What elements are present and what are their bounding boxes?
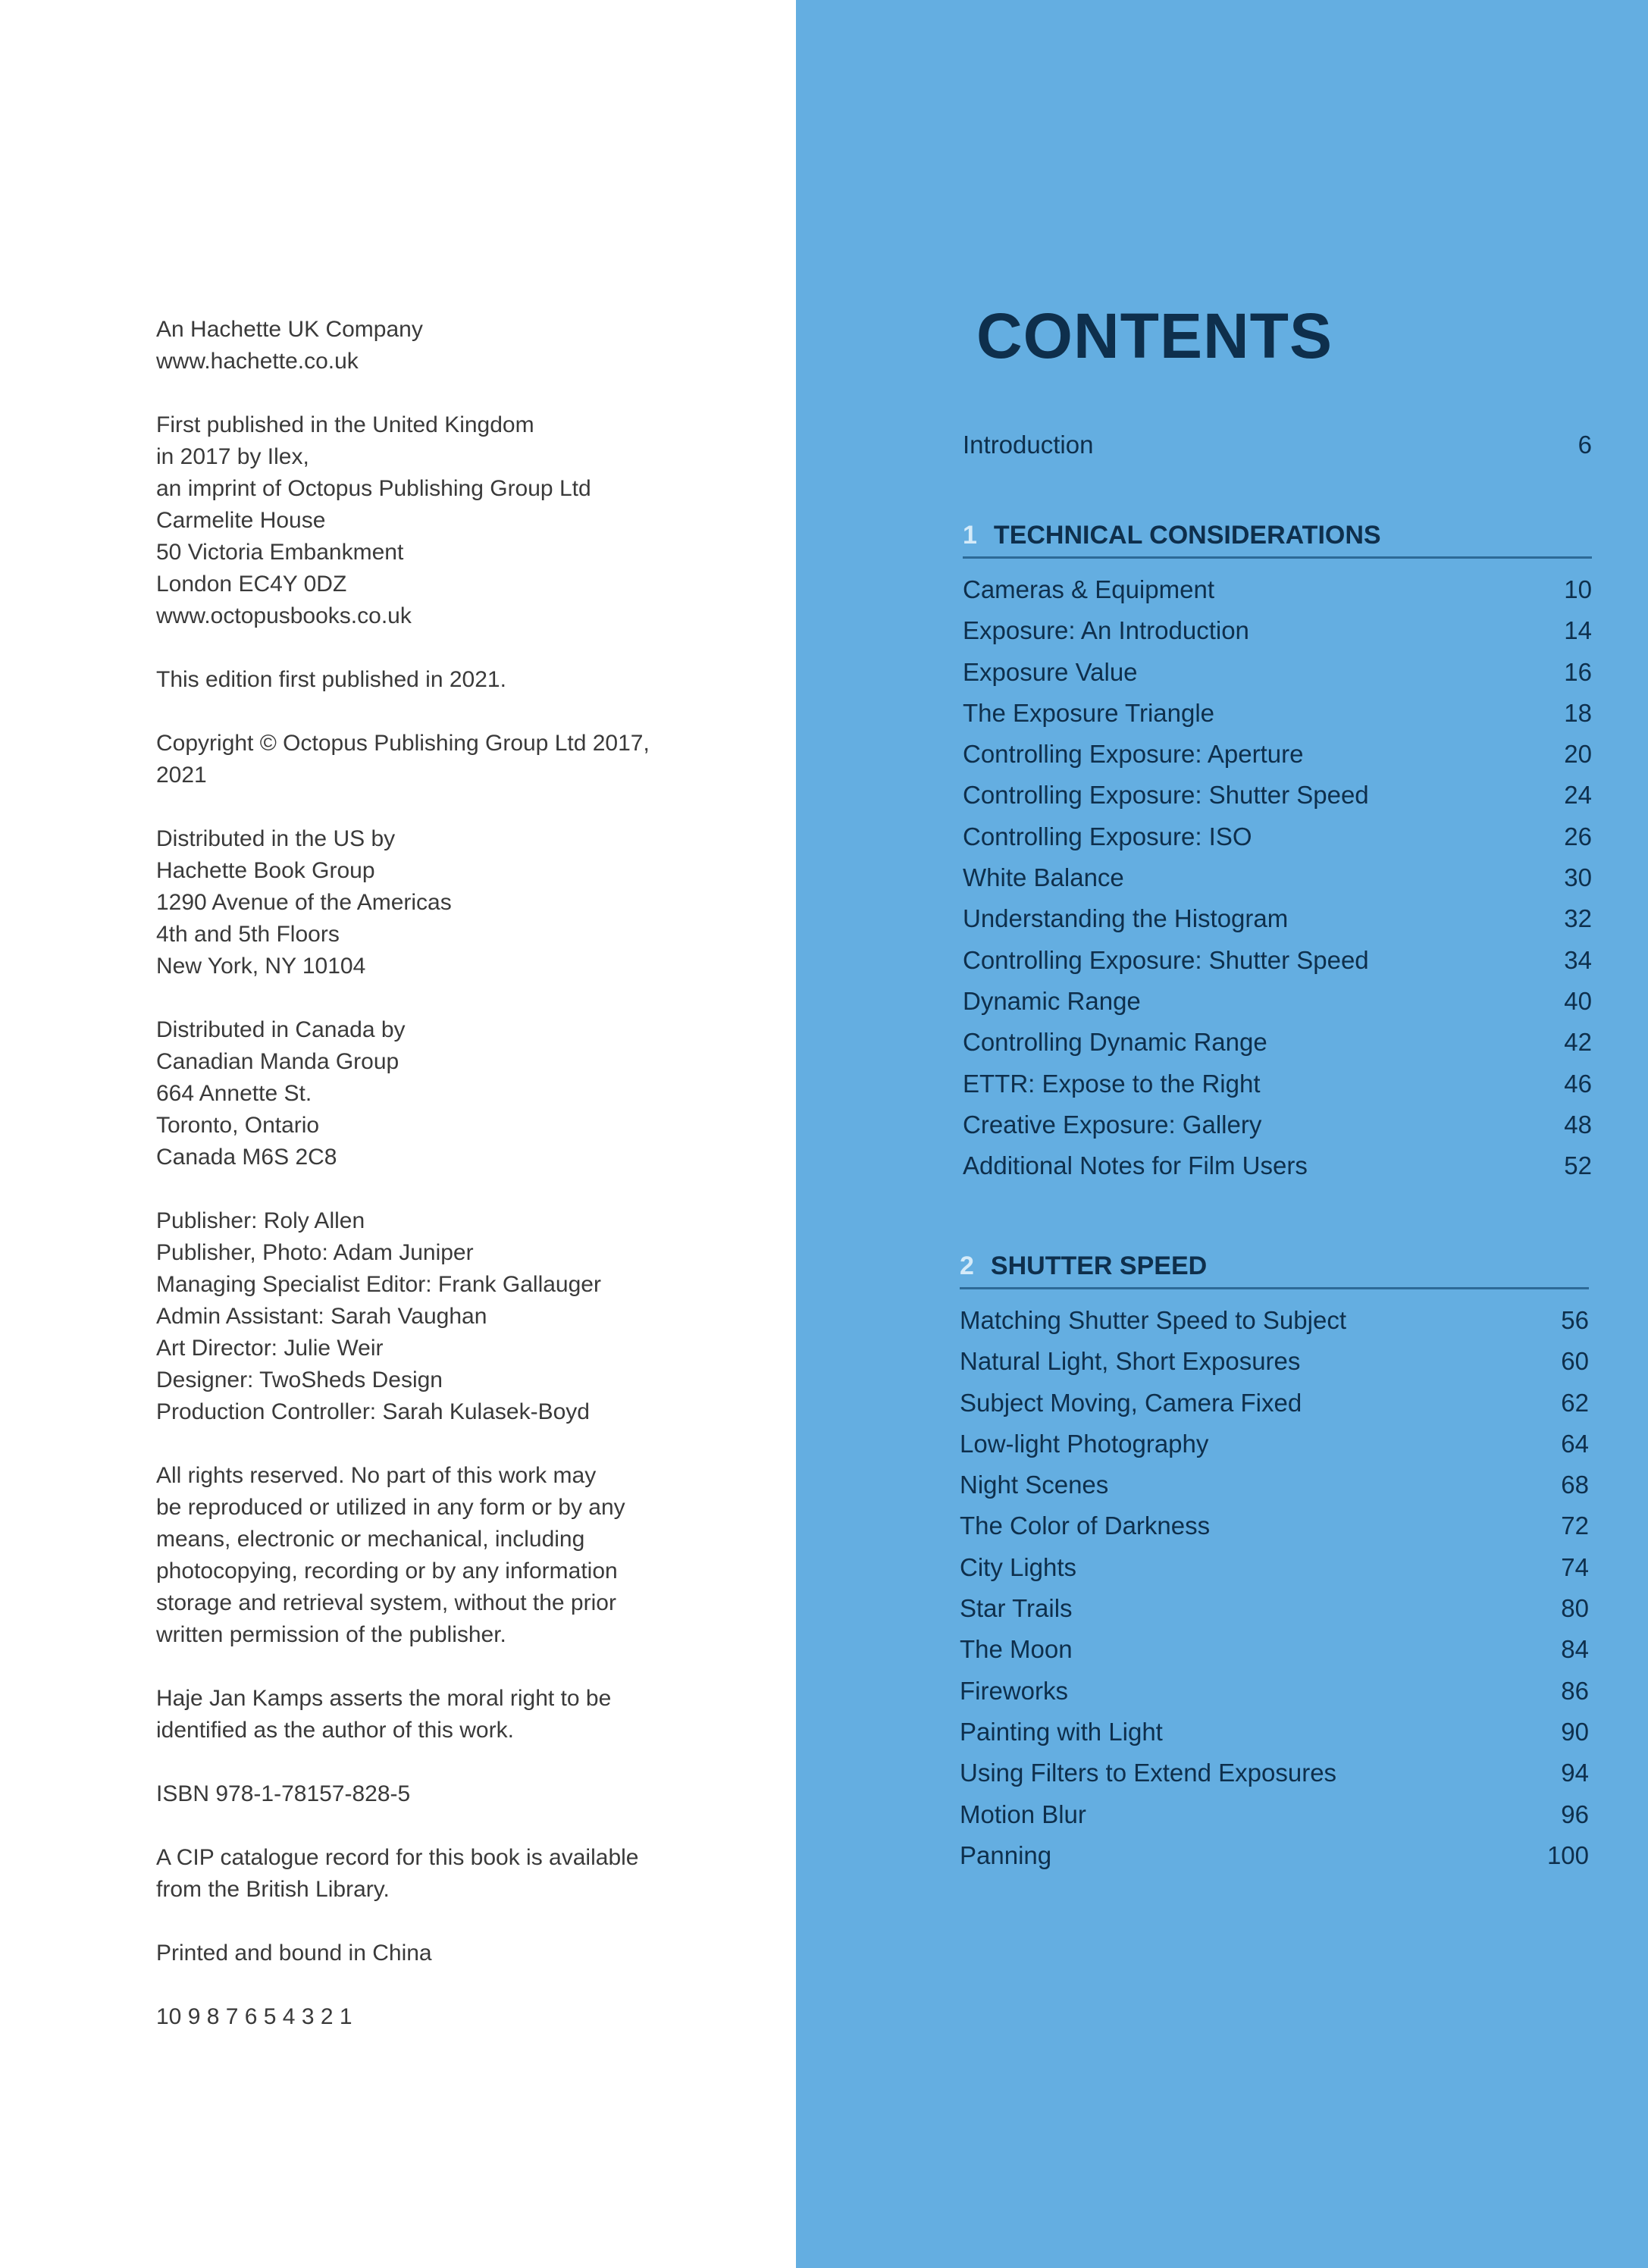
toc-entry-page: 10 [1564, 575, 1592, 603]
toc-entry-label: The Color of Darkness [960, 1511, 1211, 1540]
toc-entry[interactable] [963, 652, 1592, 693]
imprint-line: photocopying, recording or by any information [156, 1558, 618, 1584]
toc-entry-page: 64 [1561, 1429, 1589, 1458]
toc-entry-page: 72 [1561, 1511, 1589, 1540]
toc-entry-label: Star Trails [960, 1594, 1073, 1623]
imprint-line: A CIP catalogue record for this book is available [156, 1845, 639, 1870]
imprint-line: be reproduced or utilized in any form or by any [156, 1495, 625, 1520]
toc-entry[interactable] [963, 857, 1592, 898]
imprint-line: Publisher: Roly Allen [156, 1208, 365, 1233]
section-heading [960, 1245, 1589, 1289]
toc-entry[interactable] [960, 1300, 1589, 1341]
toc-entry[interactable] [963, 693, 1592, 734]
imprint-paragraph [156, 409, 732, 632]
imprint-paragraph [156, 664, 732, 696]
imprint-line: London EC4Y 0DZ [156, 572, 347, 597]
toc-entry[interactable] [963, 816, 1592, 857]
toc-entry[interactable] [960, 1464, 1589, 1505]
toc-entry-label: Controlling Exposure: Shutter Speed [963, 781, 1369, 810]
toc-entry-label: City Lights [960, 1552, 1077, 1581]
imprint-line: Canada M6S 2C8 [156, 1145, 337, 1170]
imprint-line: Admin Assistant: Sarah Vaughan [156, 1304, 487, 1329]
toc-entry[interactable] [960, 1794, 1589, 1835]
toc-entry-page: 18 [1564, 698, 1592, 727]
imprint-line: Designer: TwoSheds Design [156, 1367, 443, 1392]
imprint-line: This edition first published in 2021. [156, 667, 506, 692]
toc-entry[interactable] [963, 981, 1592, 1022]
imprint-line: Copyright © Octopus Publishing Group Ltd 2017, [156, 731, 650, 756]
toc-entry-label: Introduction [963, 431, 1094, 459]
toc-entry-label: Additional Notes for Film Users [963, 1151, 1308, 1180]
imprint-line: Canadian Manda Group [156, 1049, 399, 1074]
imprint-paragraph [156, 1683, 732, 1746]
imprint-line: storage and retrieval system, without the prior [156, 1590, 616, 1615]
toc-entry-page: 6 [1578, 431, 1592, 459]
section-title: SHUTTER SPEED [990, 1251, 1208, 1280]
toc-entry-page: 34 [1564, 945, 1592, 974]
imprint-line: an imprint of Octopus Publishing Group Ltd [156, 476, 591, 501]
imprint-line: First published in the United Kingdom [156, 412, 534, 437]
imprint-line: An Hachette UK Company [156, 317, 423, 342]
toc-entry-page: 16 [1564, 657, 1592, 686]
toc-entry-page: 14 [1564, 616, 1592, 645]
imprint-paragraph [156, 2001, 732, 2033]
imprint-paragraph [156, 823, 732, 982]
toc-entry-label: Painting with Light [960, 1717, 1163, 1746]
imprint-line: 2021 [156, 763, 207, 788]
toc-entry-label: Controlling Exposure: ISO [963, 822, 1252, 850]
imprint-line: Hachette Book Group [156, 858, 375, 883]
toc-entry-label: Matching Shutter Speed to Subject [960, 1306, 1346, 1334]
toc-entry[interactable] [960, 1753, 1589, 1793]
toc-entry[interactable] [963, 1104, 1592, 1145]
toc-entry-page: 56 [1561, 1306, 1589, 1334]
imprint-paragraph [156, 1014, 732, 1173]
imprint-line: 1290 Avenue of the Americas [156, 890, 452, 915]
toc-entry-label: White Balance [963, 863, 1124, 892]
toc-entry[interactable] [963, 1145, 1592, 1186]
toc-entry-page: 86 [1561, 1676, 1589, 1705]
toc-entry[interactable] [963, 424, 1592, 465]
imprint-line: Managing Specialist Editor: Frank Gallauger [156, 1272, 601, 1297]
section-heading [963, 514, 1592, 559]
toc-entry-label: Cameras & Equipment [963, 575, 1214, 603]
toc-entry-label: Motion Blur [960, 1800, 1086, 1828]
toc-entry-label: Using Filters to Extend Exposures [960, 1759, 1337, 1787]
imprint-line: Printed and bound in China [156, 1941, 432, 1966]
imprint-paragraph [156, 314, 732, 377]
toc-entry[interactable] [960, 1712, 1589, 1753]
imprint-line: www.octopusbooks.co.uk [156, 603, 412, 628]
toc-entry-label: Understanding the Histogram [963, 904, 1289, 933]
imprint-line: Haje Jan Kamps asserts the moral right to be [156, 1686, 612, 1711]
toc-entry-label: Exposure: An Introduction [963, 616, 1249, 645]
toc-entry-label: Low-light Photography [960, 1429, 1209, 1458]
toc-entry[interactable] [963, 1022, 1592, 1063]
imprint-line: in 2017 by Ilex, [156, 444, 309, 469]
imprint-line: New York, NY 10104 [156, 954, 366, 979]
toc-entry-label: Controlling Exposure: Aperture [963, 740, 1304, 769]
toc-entry-page: 68 [1561, 1471, 1589, 1499]
toc-entry-label: Creative Exposure: Gallery [963, 1110, 1262, 1139]
toc-entry[interactable] [963, 569, 1592, 610]
toc-entry-page: 32 [1564, 904, 1592, 933]
toc-entry-page: 96 [1561, 1800, 1589, 1828]
imprint-line: All rights reserved. No part of this work may [156, 1463, 597, 1488]
imprint-paragraph [156, 1778, 732, 1810]
imprint-line: 10 9 8 7 6 5 4 3 2 1 [156, 2004, 352, 2029]
imprint-line: means, electronic or mechanical, including [156, 1527, 585, 1552]
toc-entry[interactable] [963, 898, 1592, 939]
imprint-paragraph [156, 1205, 732, 1428]
toc-section-2 [960, 1245, 1589, 1876]
toc-entry-page: 20 [1564, 740, 1592, 769]
section-title: TECHNICAL CONSIDERATIONS [993, 521, 1381, 550]
toc-entry[interactable] [963, 940, 1592, 981]
toc-entry-page: 52 [1564, 1151, 1592, 1180]
toc-entry[interactable] [960, 1383, 1589, 1424]
toc-entry-label: Exposure Value [963, 657, 1138, 686]
imprint-line: identified as the author of this work. [156, 1718, 514, 1743]
toc-intro [963, 424, 1592, 465]
toc-entry-label: Fireworks [960, 1676, 1069, 1705]
toc-entry-page: 46 [1564, 1069, 1592, 1098]
imprint-paragraph [156, 1460, 732, 1651]
section-number: 1 [963, 521, 977, 550]
imprint-line: Distributed in Canada by [156, 1017, 406, 1042]
imprint-line: Carmelite House [156, 508, 326, 533]
toc-entry-page: 24 [1564, 781, 1592, 810]
toc-entry-page: 26 [1564, 822, 1592, 850]
toc-entry[interactable] [963, 1064, 1592, 1104]
toc-entry[interactable] [963, 734, 1592, 775]
imprint-line: from the British Library. [156, 1877, 390, 1902]
imprint-line: Toronto, Ontario [156, 1113, 320, 1138]
toc-entry-label: Controlling Exposure: Shutter Speed [963, 945, 1369, 974]
toc-entry-label: The Moon [960, 1635, 1073, 1664]
imprint-line: www.hachette.co.uk [156, 349, 359, 374]
toc-entry[interactable] [960, 1424, 1589, 1464]
toc-entry-page: 90 [1561, 1717, 1589, 1746]
toc-entry-label: Controlling Dynamic Range [963, 1028, 1267, 1057]
toc-entry-page: 94 [1561, 1759, 1589, 1787]
toc-entry[interactable] [960, 1835, 1589, 1876]
toc-entry-page: 62 [1561, 1388, 1589, 1417]
toc-entry[interactable] [963, 775, 1592, 816]
toc-entry-page: 48 [1564, 1110, 1592, 1139]
imprint-line: 4th and 5th Floors [156, 922, 340, 947]
toc-entry-label: Panning [960, 1840, 1052, 1869]
toc-entry-page: 40 [1564, 986, 1592, 1015]
imprint-paragraph [156, 728, 732, 791]
toc-entry-page: 60 [1561, 1347, 1589, 1376]
toc-entry-page: 80 [1561, 1594, 1589, 1623]
toc-entry[interactable] [960, 1341, 1589, 1382]
imprint-line: Production Controller: Sarah Kulasek-Boyd [156, 1399, 590, 1424]
toc-entry-page: 74 [1561, 1552, 1589, 1581]
imprint-line: written permission of the publisher. [156, 1622, 506, 1647]
toc-entry-page: 30 [1564, 863, 1592, 892]
toc-entry[interactable] [960, 1505, 1589, 1546]
imprint-line: ISBN 978-1-78157-828-5 [156, 1781, 411, 1806]
imprint-line: 50 Victoria Embankment [156, 540, 404, 565]
imprint-page [156, 314, 732, 2065]
toc-entry[interactable] [960, 1588, 1589, 1629]
toc-entry-label: Dynamic Range [963, 986, 1141, 1015]
toc-entry-label: The Exposure Triangle [963, 698, 1215, 727]
toc-entry[interactable] [960, 1629, 1589, 1670]
toc-entry[interactable] [963, 610, 1592, 651]
contents-title: CONTENTS [976, 300, 1333, 371]
toc-entry-page: 84 [1561, 1635, 1589, 1664]
section-number: 2 [960, 1251, 974, 1280]
imprint-paragraph [156, 1938, 732, 1969]
toc-entry[interactable] [960, 1671, 1589, 1712]
toc-section-1 [963, 514, 1592, 1186]
toc-entry[interactable] [960, 1547, 1589, 1588]
imprint-line: Art Director: Julie Weir [156, 1336, 384, 1361]
toc-entry-label: Natural Light, Short Exposures [960, 1347, 1301, 1376]
toc-entry-label: ETTR: Expose to the Right [963, 1069, 1261, 1098]
imprint-line: 664 Annette St. [156, 1081, 312, 1106]
imprint-line: Distributed in the US by [156, 826, 396, 851]
contents-page [796, 0, 1648, 2268]
imprint-line: Publisher, Photo: Adam Juniper [156, 1240, 474, 1265]
toc-entry-label: Night Scenes [960, 1471, 1109, 1499]
toc-entry-page: 100 [1546, 1840, 1589, 1869]
toc-entry-label: Subject Moving, Camera Fixed [960, 1388, 1302, 1417]
toc-entry-page: 42 [1564, 1028, 1592, 1057]
imprint-paragraph [156, 1842, 732, 1906]
